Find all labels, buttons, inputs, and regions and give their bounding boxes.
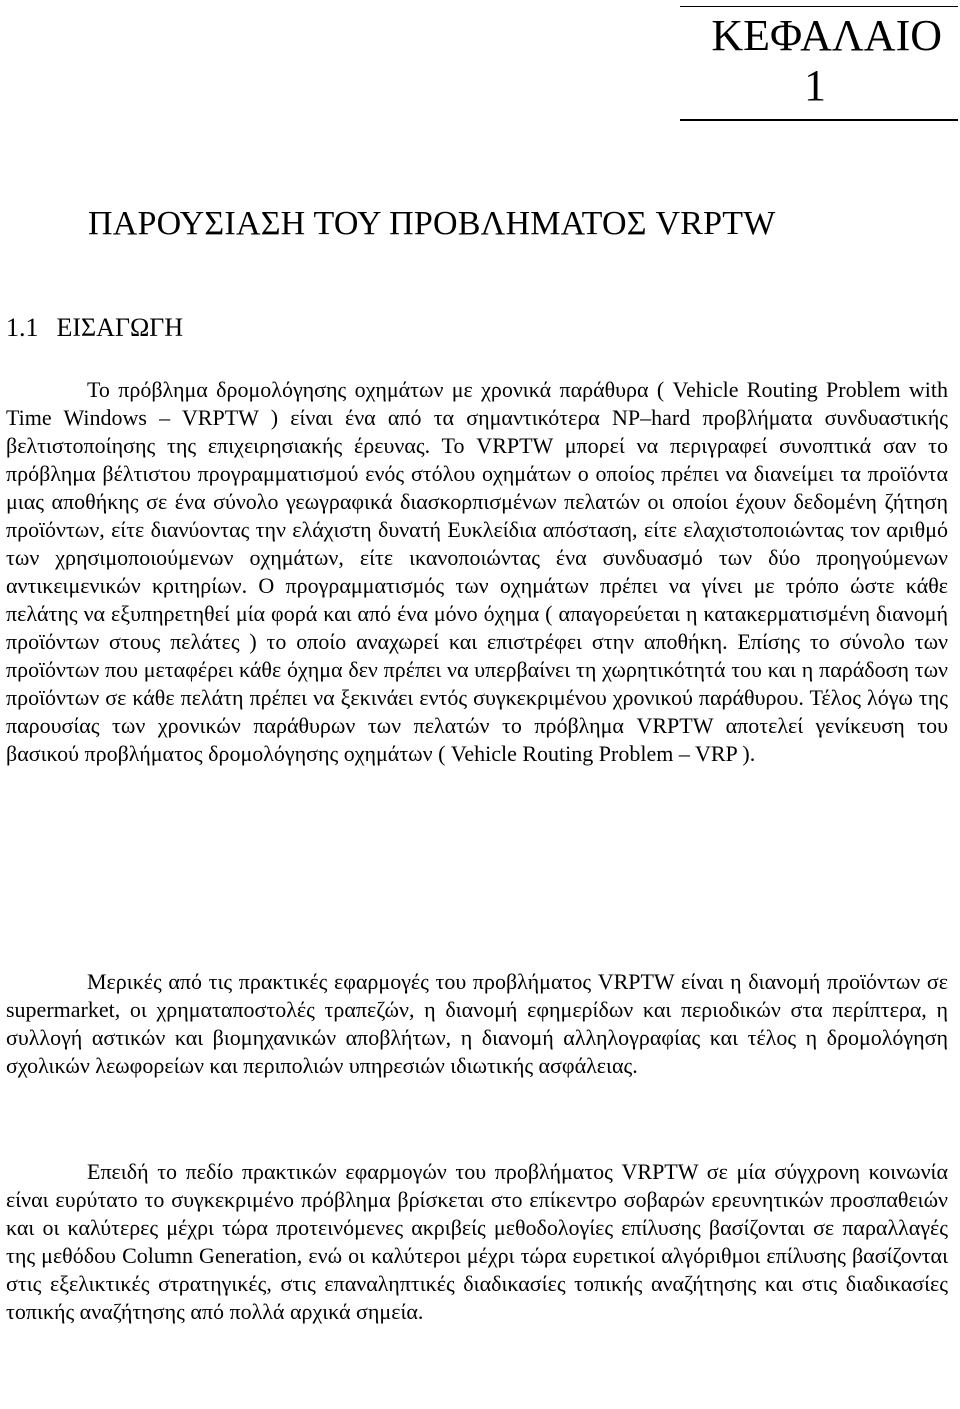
chapter-number: 1 xyxy=(804,61,826,110)
page-title: ΠΑΡΟΥΣΙΑΣΗ ΤΟΥ ΠΡΟΒΛΗΜΑΤΟΣ VRPTW xyxy=(88,205,776,242)
chapter-label: ΚΕΦΑΛΑΙΟ xyxy=(711,11,942,60)
chapter-bottom-rule xyxy=(680,119,958,121)
chapter-header xyxy=(680,6,958,121)
section-number: 1.1 xyxy=(6,313,39,342)
section-heading xyxy=(6,308,183,348)
section-title: ΕΙΣΑΓΩΓΗ xyxy=(56,313,184,342)
paragraph-methods: Επειδή το πεδίο πρακτικών εφαρμογών του προβλήματος VRPTW σε μία σύγχρονη κοινωνία είναι ευρύτατο το συγκεκριμένο πρόβλημα βρίσκεται στο επίκεντρο σοβαρών ερευνητικών προσπαθειών και οι καλύτερες μέχρι τώρα προτεινόμενες ακριβείς μεθοδολογίες επίλυσης βασίζονται σε παραλλαγές της μεθόδου Column Generation, ενώ οι καλύτεροι μέχρι τώρα ευρετικοί αλγόριθμοι επίλυσης βασίζονται στις εξελικτικές στρατηγικές, στις επαναληπτικές διαδικασίες τοπικής αναζήτησης και στις διαδικασίες τοπικής αναζήτησης από πολλά αρχικά σημεία. xyxy=(6,1159,948,1324)
chapter-top-rule xyxy=(680,6,958,7)
paragraph-introduction: Το πρόβλημα δρομολόγησης οχημάτων με χρονικά παράθυρα ( Vehicle Routing Problem with Time Windows – VRPTW ) είναι ένα από τα σημαντικότερα NP–hard προβλήματα συνδυαστικής βελτιστοποίησης της επιχειρησιακής έρευνας. Το VRPTW μπορεί να περιγραφεί συνοπτικά σαν το πρόβλημα βέλτιστου προγραμματισμού ενός στόλου οχημάτων ο οποίος πρέπει να διανείμει τα προϊόντα μιας αποθήκης σε ένα σύνολο γεωγραφικά διασκορπισμένων πελατών οι οποίοι έχουν δεδομένη ζήτηση προϊόντων, είτε διανύοντας την ελάχιστη δυνατή Ευκλείδια απόσταση, είτε ελαχιστοποιώντας τον αριθμό των χρησιμοποιούμενων οχημάτων, είτε ικανοποιώντας ένα συνδυασμό των δύο προηγούμενων αντικειμενικών κριτηρίων. Ο προγραμματισμός των οχημάτων πρέπει να γίνει με τρόπο ώστε κάθε πελάτης να εξυπηρετηθεί μία φορά και από ένα μόνο όχημα ( απαγορεύεται η κατακερματισμένη διανομή προϊόντων στους πελάτες ) το οποίο αναχωρεί και επιστρέφει στην αποθήκη. Επίσης το σύνολο των προϊόντων που μεταφέρει κάθε όχημα δεν πρέπει να υπερβαίνει τη χωρητικότητά του και η παράδοση των προϊόντων σε κάθε πελάτη πρέπει να ξεκινάει εντός συγκεκριμένου χρονικού παράθυρου. Τέλος λόγω της παρουσίας των χρονικών παράθυρων των πελατών το πρόβλημα VRPTW αποτελεί γενίκευση του βασικού προβλήματος δρομολόγησης οχημάτων ( Vehicle Routing Problem – VRP ). xyxy=(6,377,948,766)
paragraph-applications: Μερικές από τις πρακτικές εφαρμογές του προβλήματος VRPTW είναι η διανομή προϊόντων σε supermarket, οι χρηματαποστολές τραπεζών, η διανομή εφημερίδων και περιοδικών στα περίπτερα, η συλλογή αστικών και βιομηχανικών αποβλήτων, η διανομή αλληλογραφίας και τέλος η δρομολόγηση σχολικών λεωφορείων και περιπολιών υπηρεσιών ιδιωτικής ασφάλειας. xyxy=(6,969,948,1078)
